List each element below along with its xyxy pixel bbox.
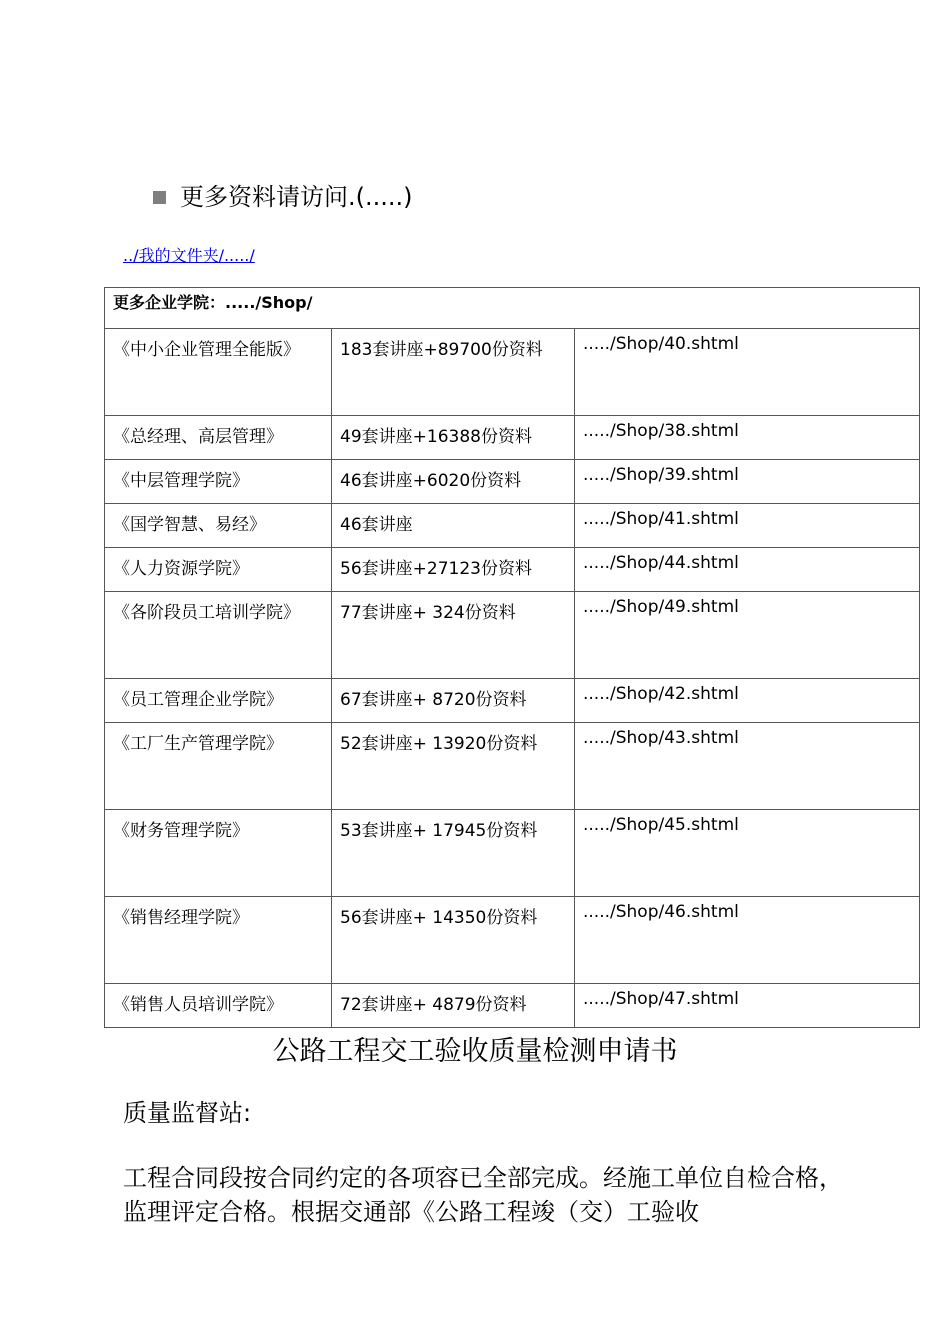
course-name: 《财务管理学院》	[105, 810, 332, 897]
course-content: 46套讲座	[332, 504, 575, 548]
course-url: ...../Shop/38.shtml	[575, 416, 920, 460]
course-name: 《中层管理学院》	[105, 460, 332, 504]
course-content: 49套讲座+16388份资料	[332, 416, 575, 460]
more-info-text: 更多资料请访问.(.....)	[180, 183, 413, 211]
document-body: 工程合同段按合同约定的各项容已全部完成。经施工单位自检合格，监理评定合格。根据交通部《公路工程竣（交）工验收	[123, 1164, 843, 1226]
course-url: ...../Shop/44.shtml	[575, 548, 920, 592]
table-row	[105, 723, 920, 810]
course-name: 《工厂生产管理学院》	[105, 723, 332, 810]
document-addressee: 质量监督站:	[123, 1099, 252, 1127]
course-name: 《人力资源学院》	[105, 548, 332, 592]
course-content: 183套讲座+89700份资料	[332, 329, 575, 416]
course-content: 77套讲座+ 324份资料	[332, 592, 575, 679]
course-content: 56套讲座+ 14350份资料	[332, 897, 575, 984]
course-content: 56套讲座+27123份资料	[332, 548, 575, 592]
course-url: ...../Shop/39.shtml	[575, 460, 920, 504]
table-row	[105, 548, 920, 592]
course-url: ...../Shop/41.shtml	[575, 504, 920, 548]
course-content: 52套讲座+ 13920份资料	[332, 723, 575, 810]
course-content: 46套讲座+6020份资料	[332, 460, 575, 504]
course-url: ...../Shop/43.shtml	[575, 723, 920, 810]
course-url: ...../Shop/40.shtml	[575, 329, 920, 416]
course-url: ...../Shop/45.shtml	[575, 810, 920, 897]
folder-link[interactable]: ../我的文件夹/...../	[123, 246, 255, 265]
document-title: 公路工程交工验收质量检测申请书	[272, 1036, 678, 1067]
table-row	[105, 897, 920, 984]
course-content: 67套讲座+ 8720份资料	[332, 679, 575, 723]
course-url: ...../Shop/49.shtml	[575, 592, 920, 679]
course-url: ...../Shop/42.shtml	[575, 679, 920, 723]
table-row	[105, 984, 920, 1028]
course-name: 《中小企业管理全能版》	[105, 329, 332, 416]
table-row	[105, 416, 920, 460]
course-name: 《国学智慧、易经》	[105, 504, 332, 548]
table-row	[105, 810, 920, 897]
course-name: 《销售经理学院》	[105, 897, 332, 984]
more-info-line	[153, 180, 413, 214]
course-url: ...../Shop/46.shtml	[575, 897, 920, 984]
course-url: ...../Shop/47.shtml	[575, 984, 920, 1028]
table-row	[105, 592, 920, 679]
course-name: 《各阶段员工培训学院》	[105, 592, 332, 679]
table-row	[105, 679, 920, 723]
course-name: 《销售人员培训学院》	[105, 984, 332, 1028]
bullet-square-icon	[153, 191, 166, 204]
course-name: 《员工管理企业学院》	[105, 679, 332, 723]
table-row	[105, 460, 920, 504]
shop-table	[104, 287, 920, 1028]
course-name: 《总经理、高层管理》	[105, 416, 332, 460]
table-header: 更多企业学院：...../Shop/	[105, 288, 920, 329]
course-content: 53套讲座+ 17945份资料	[332, 810, 575, 897]
table-row	[105, 504, 920, 548]
course-content: 72套讲座+ 4879份资料	[332, 984, 575, 1028]
table-row	[105, 329, 920, 416]
